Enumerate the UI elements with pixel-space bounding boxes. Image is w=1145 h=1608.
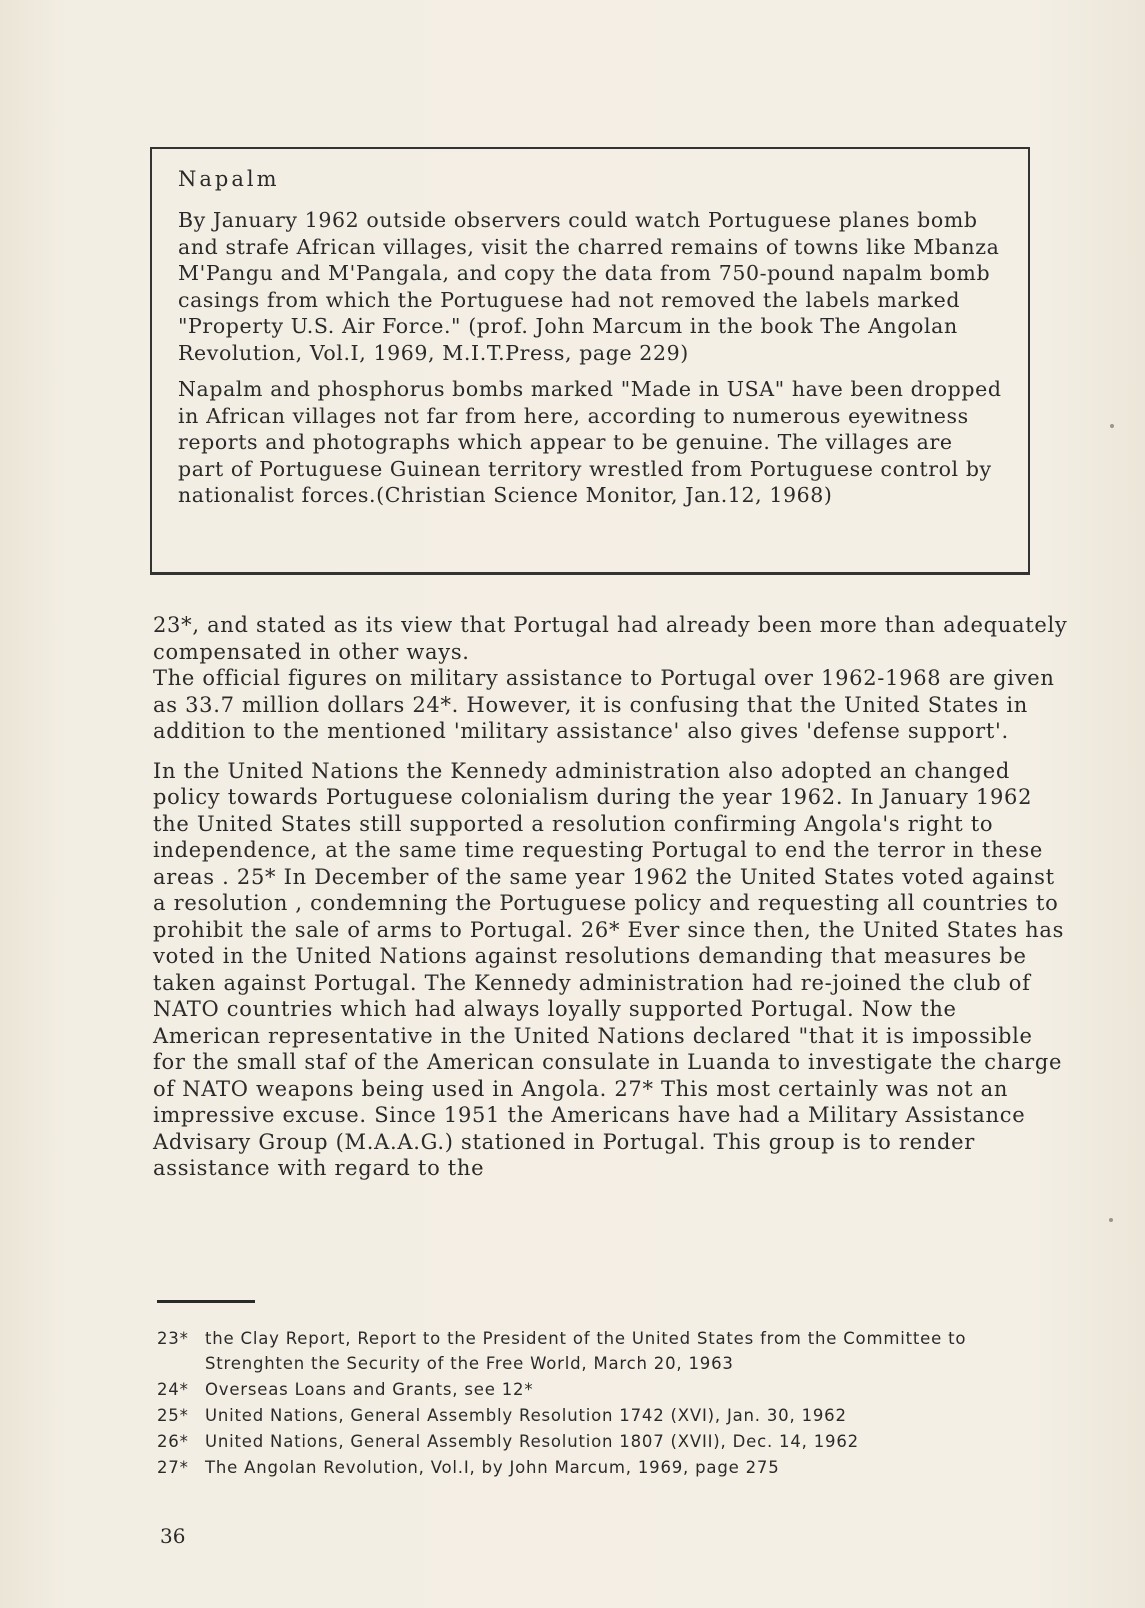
footnote-text: United Nations, General Assembly Resolution 1742 (XVI), Jan. 30, 1962 bbox=[205, 1406, 847, 1425]
napalm-quote-box bbox=[150, 147, 1030, 575]
page-number: 36 bbox=[160, 1524, 186, 1548]
footnote-number: 25* bbox=[157, 1406, 189, 1425]
footnote-number: 24* bbox=[157, 1380, 189, 1399]
box-paragraph-2: Napalm and phosphorus bombs marked "Made in USA" have been dropped in African villages not far from here, according to numerous eyewitness reports and photographs which appear to be genuine. The villages are part of Portuguese Guinean territory wrestled from Portuguese control by nationalist forces.(Christian Science Monitor, Jan.12, 1968) bbox=[178, 377, 1002, 507]
footnote-number: 26* bbox=[157, 1432, 189, 1451]
body-text bbox=[153, 612, 1068, 1195]
footnote-text: United Nations, General Assembly Resolution 1807 (XVII), Dec. 14, 1962 bbox=[205, 1432, 859, 1451]
footnote-item bbox=[157, 1377, 1057, 1402]
footnote-item bbox=[157, 1429, 1057, 1454]
body-paragraph-3: In the United Nations the Kennedy administration also adopted an changed policy towards Portuguese colonialism during the year 1962. In January 1962 the United States still supported a resolution confirming Angola's right to independence, at the same time requesting Portugal to end the terror in these areas . 25* In December of the same year 1962 the United States voted against a resolution , condemning the Portuguese policy and requesting all countries to prohibit the sale of arms to Portugal. 26* Ever since then, the United States has voted in the United Nations against resolutions demanding that measures be taken against Portugal. The Kennedy administration had re-joined the club of NATO countries which had always loyally supported Portugal. Now the American representative in the United Nations declared "that it is impossible for the small staf of the American consulate in Luanda to investigate the charge of NATO weapons being used in Angola. 27* This most certainly was not an impressive excuse. Since 1951 the Americans have had a Military Assistance Advisary Group (M.A.A.G.) stationed in Portugal. This group is to render assistance with regard to the bbox=[153, 758, 1065, 1180]
footnote-divider bbox=[157, 1300, 255, 1303]
footnote-text: Overseas Loans and Grants, see 12* bbox=[205, 1380, 534, 1399]
footnote-item bbox=[157, 1326, 1057, 1376]
paper-speck bbox=[1110, 424, 1114, 428]
box-title: Napalm bbox=[178, 167, 280, 191]
footnote-item bbox=[157, 1455, 1057, 1480]
footnote-text: The Angolan Revolution, Vol.I, by John Marcum, 1969, page 275 bbox=[205, 1458, 780, 1477]
footnote-item bbox=[157, 1403, 1057, 1428]
body-paragraph-1: 23*, and stated as its view that Portugal had already been more than adequately compensated in other ways. bbox=[153, 613, 1068, 664]
footnote-number: 23* bbox=[157, 1329, 189, 1348]
footnotes bbox=[157, 1326, 1057, 1481]
body-paragraph-2: The official figures on military assistance to Portugal over 1962-1968 are given as 33.7 million dollars 24*. However, it is confusing that the United States in addition to the mentioned 'military assistance' also gives 'defense support'. bbox=[153, 666, 1055, 743]
footnote-text: the Clay Report, Report to the President of the United States from the Committee to Strenghten the Security of the Free World, March 20, 1963 bbox=[205, 1329, 967, 1373]
box-paragraph-1: By January 1962 outside observers could watch Portuguese planes bomb and strafe African villages, visit the charred remains of towns like Mbanza M'Pangu and M'Pangala, and copy the data from 750-pound napalm bomb casings from which the Portuguese had not removed the labels marked "Property U.S. Air Force." (prof. John Marcum in the book The Angolan Revolution, Vol.I, 1969, M.I.T.Press, page 229) bbox=[178, 208, 1000, 365]
footnote-number: 27* bbox=[157, 1458, 189, 1477]
paper-speck bbox=[1109, 1218, 1113, 1222]
